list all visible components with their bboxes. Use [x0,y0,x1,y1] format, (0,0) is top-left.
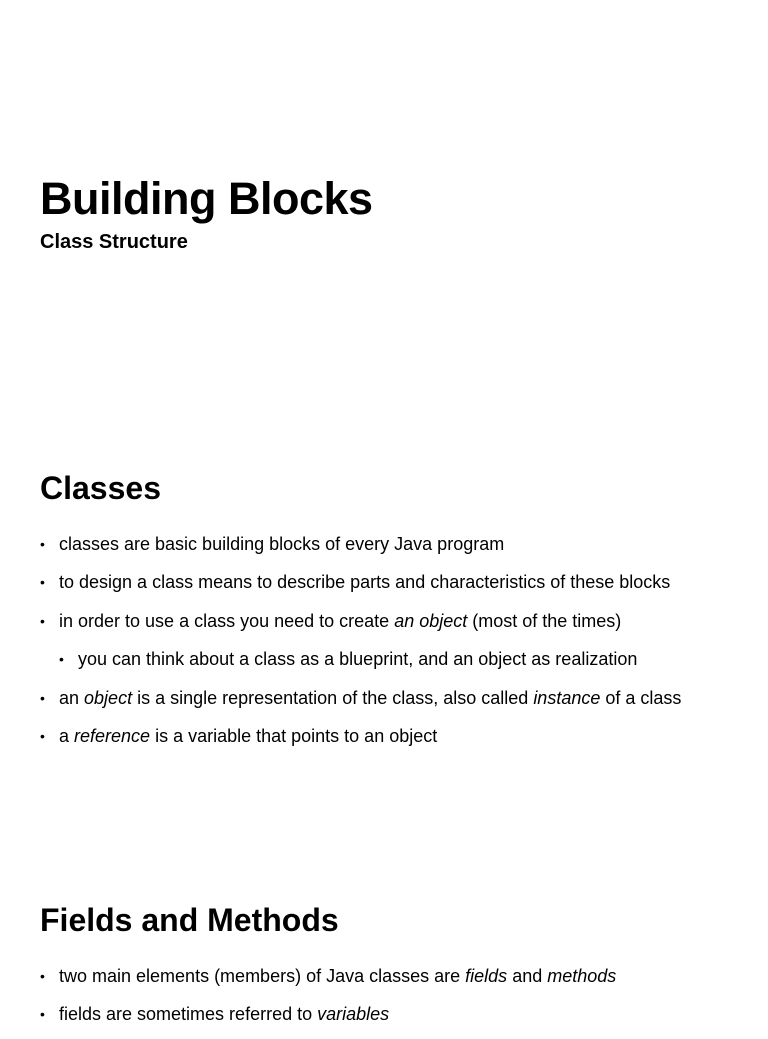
emphasized-term: an object [394,610,468,631]
list-item-text: a [59,725,75,746]
list-item-text: (most of the times) [467,610,622,631]
bullet-icon: • [59,651,64,668]
page-title: Building Blocks [40,173,373,224]
list-item-text: is a single representation of the class, also called [132,687,534,708]
list-item [40,568,681,606]
bullet-icon: • [40,574,45,591]
list-item [40,1000,616,1038]
bullet-icon: • [40,727,45,744]
emphasized-term: instance [533,687,601,708]
list-item [40,645,681,683]
list-item [40,607,681,645]
bullet-icon: • [40,536,45,552]
page-subtitle: Class Structure [40,231,188,253]
list-item-text: classes are basic building blocks of every Java program [59,534,505,554]
list-item-text: in order to use a class you need to create [59,610,395,631]
list-item-text: of a class [600,687,682,708]
emphasized-term: methods [547,966,617,986]
list-item-text: and [507,966,548,986]
list-item [40,530,681,568]
list-item-text: two main elements (members) of Java classes are [59,966,466,986]
bullet-icon: • [40,1006,45,1023]
section-heading-fields-and-methods: Fields and Methods [40,902,339,938]
list-item [40,722,681,760]
list-item-text: fields are sometimes referred to [59,1004,318,1025]
list-item-text: an [59,687,85,708]
fields-methods-bullet-list [40,962,616,1039]
list-item [40,962,616,1000]
bullet-icon: • [40,689,45,706]
list-item-text: is a variable that points to an object [150,725,438,746]
emphasized-term: object [84,687,133,708]
list-item-text: you can think about a class as a blueprint, and an object as realization [78,649,638,670]
classes-bullet-list [40,530,681,760]
bullet-icon: • [40,968,45,984]
list-item [40,684,681,722]
emphasized-term: fields [465,966,508,986]
list-item-text: to design a class means to describe parts and characteristics of these blocks [59,572,671,593]
emphasized-term: variables [317,1004,390,1025]
emphasized-term: reference [74,725,151,746]
bullet-icon: • [40,612,45,629]
section-heading-classes: Classes [40,470,161,506]
